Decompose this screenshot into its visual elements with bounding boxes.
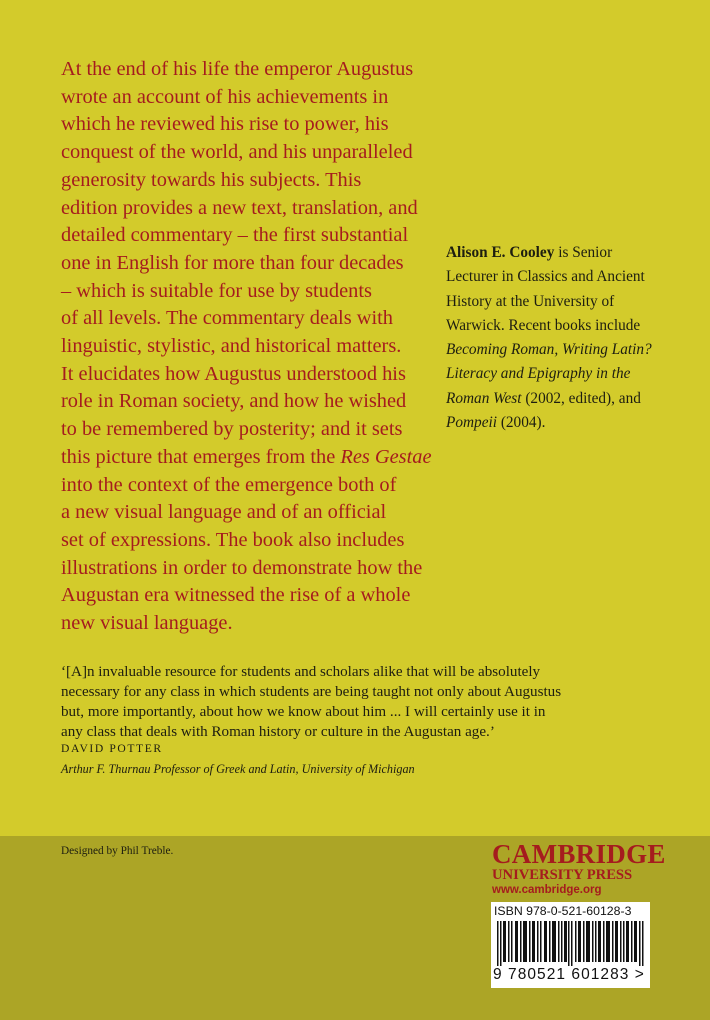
author-bio-line: Warwick. Recent books include xyxy=(446,316,641,334)
blurb-line: wrote an account of his achievements in xyxy=(61,85,389,108)
blurb-line: linguistic, stylistic, and historical matters. xyxy=(61,335,402,358)
quote-line: necessary for any class in which students are being taught not only about Augustus xyxy=(61,684,562,700)
publisher-logo-press: UNIVERSITY PRESS xyxy=(492,867,633,883)
blurb-paragraph xyxy=(61,56,441,638)
publisher-logo-name: CAMBRIDGE xyxy=(492,839,666,869)
blurb-line: a new visual language and of an official xyxy=(61,501,387,524)
barcode-icon xyxy=(497,921,645,966)
author-bio xyxy=(446,241,708,435)
endorsement-quote xyxy=(61,662,661,742)
blurb-line: At the end of his life the emperor Augustus xyxy=(61,58,414,80)
book-title: Pompeii xyxy=(446,414,497,432)
blurb-line: – which is suitable for use by students xyxy=(61,279,372,302)
isbn-barcode-box xyxy=(491,902,650,988)
blurb-line: It elucidates how Augustus understood his xyxy=(61,362,406,385)
author-bio-line: History at the University of xyxy=(446,292,615,310)
endorser-title: Arthur F. Thurnau Professor of Greek and Latin, University of Michigan xyxy=(61,762,415,776)
blurb-line: new visual language. xyxy=(61,612,233,635)
publisher-url: www.cambridge.org xyxy=(492,884,602,896)
book-title: Becoming Roman, Writing Latin? xyxy=(446,341,652,359)
quote-line: any class that deals with Roman history or culture in the Augustan age.’ xyxy=(61,724,495,740)
author-name: Alison E. Cooley xyxy=(446,244,555,261)
isbn-barcode-digits: 9 780521 601283 > xyxy=(493,966,645,983)
endorser-name: DAVID POTTER xyxy=(61,742,163,755)
blurb-line: one in English for more than four decades xyxy=(61,251,404,274)
blurb-line: to be remembered by posterity; and it sets xyxy=(61,418,403,441)
isbn-label: ISBN 978-0-521-60128-3 xyxy=(494,904,632,918)
author-bio-line: (2002, edited), and xyxy=(525,389,641,407)
blurb-line: Augustan era witnessed the rise of a whole xyxy=(61,584,411,607)
blurb-line: of all levels. The commentary deals with xyxy=(61,307,394,330)
blurb-line: which he reviewed his rise to power, his xyxy=(61,113,389,136)
blurb-line: this picture that emerges from the xyxy=(61,445,336,468)
author-bio-line: Lecturer in Classics and Ancient xyxy=(446,268,645,286)
blurb-line: generosity towards his subjects. This xyxy=(61,168,362,191)
quote-line: but, more importantly, about how we know about him ... I will certainly use it in xyxy=(61,704,546,720)
author-bio-line: (2004). xyxy=(500,414,546,432)
book-title: Roman West xyxy=(446,389,522,407)
blurb-line: conquest of the world, and his unparalleled xyxy=(61,141,413,164)
book-title: Literacy and Epigraphy in the xyxy=(446,365,631,383)
res-gestae-title: Res Gestae xyxy=(340,445,432,468)
blurb-line: edition provides a new text, translation, and xyxy=(61,196,418,219)
designer-credit: Designed by Phil Treble. xyxy=(61,845,174,857)
blurb-line: illustrations in order to demonstrate how the xyxy=(61,556,423,579)
blurb-line: detailed commentary – the first substantial xyxy=(61,224,409,247)
blurb-line: set of expressions. The book also includes xyxy=(61,528,405,551)
quote-line: ‘[A]n invaluable resource for students and scholars alike that will be absolutely xyxy=(61,664,541,680)
author-bio-line: is Senior xyxy=(558,244,613,261)
blurb-line: role in Roman society, and how he wished xyxy=(61,390,407,413)
blurb-line: into the context of the emergence both of xyxy=(61,473,397,496)
